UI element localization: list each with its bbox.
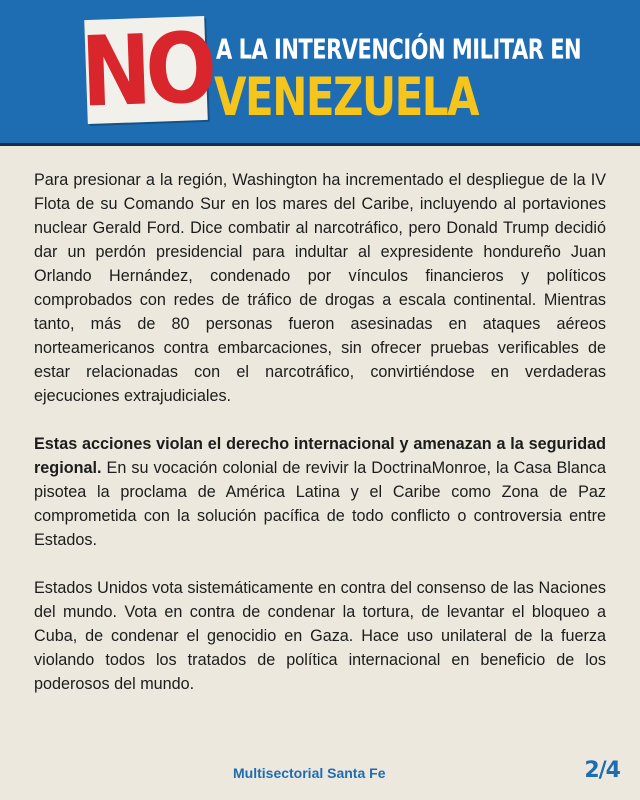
- no-text: NO: [79, 11, 213, 129]
- paragraph-2-emphasis: Estas acciones violan el derecho internacional y amenazan a la seguridad regional.: [34, 435, 606, 477]
- paragraph-3: Estados Unidos vota sistemáticamente en contra del consenso de las Naciones del mundo. Vota en contra de condenar la tortura, de levantar el bloqueo a Cuba, de condenar el genocidio en Gaza. Hace uso unilateral de la fuerza violando todos los tratados de política internacional en beneficio de los poderosos del mundo.: [34, 579, 606, 693]
- headline-line-2: VENEZUELA: [214, 66, 479, 128]
- paragraph-1: Para presionar a la región, Washington ha incrementado el despliegue de la IV Flota de su Comando Sur en los mares del Caribe, incluyendo al portaviones nuclear Gerald Ford. Dice combatir al narcotráfico, pero Donald Trump decidió dar un perdón presidencial para indultar al expresidente hondureño Juan Orlando Hernández, condenado por vínculos financieros y políticos comprobados con redes de tráfico de drogas a escala continental. Mientras tanto, más de 80 personas fueron asesinadas en ataques aéreos norteamericanos contra embarcaciones, sin ofrecer pruebas verificables de estar relacionadas con el narcotráfico, convirtiéndose en verdaderas ejecuciones extrajudiciales.: [34, 171, 606, 405]
- headline-line-1: A LA INTERVENCIÓN MILITAR EN: [216, 34, 582, 66]
- no-badge: [79, 11, 213, 129]
- page-number: 2/4: [584, 758, 620, 783]
- organization-name: Multisectorial Santa Fe: [233, 765, 386, 781]
- paragraph-2-text: En su vocación colonial de revivir la DoctrinaMonroe, la Casa Blanca pisotea la proclama de América Latina y el Caribe como Zona de Paz comprometida con la solución pacífica de todo conflicto o controversia entre Estados.: [34, 459, 606, 549]
- article-body: [34, 168, 606, 696]
- paragraph-2: [34, 432, 606, 552]
- header-banner: [0, 0, 640, 146]
